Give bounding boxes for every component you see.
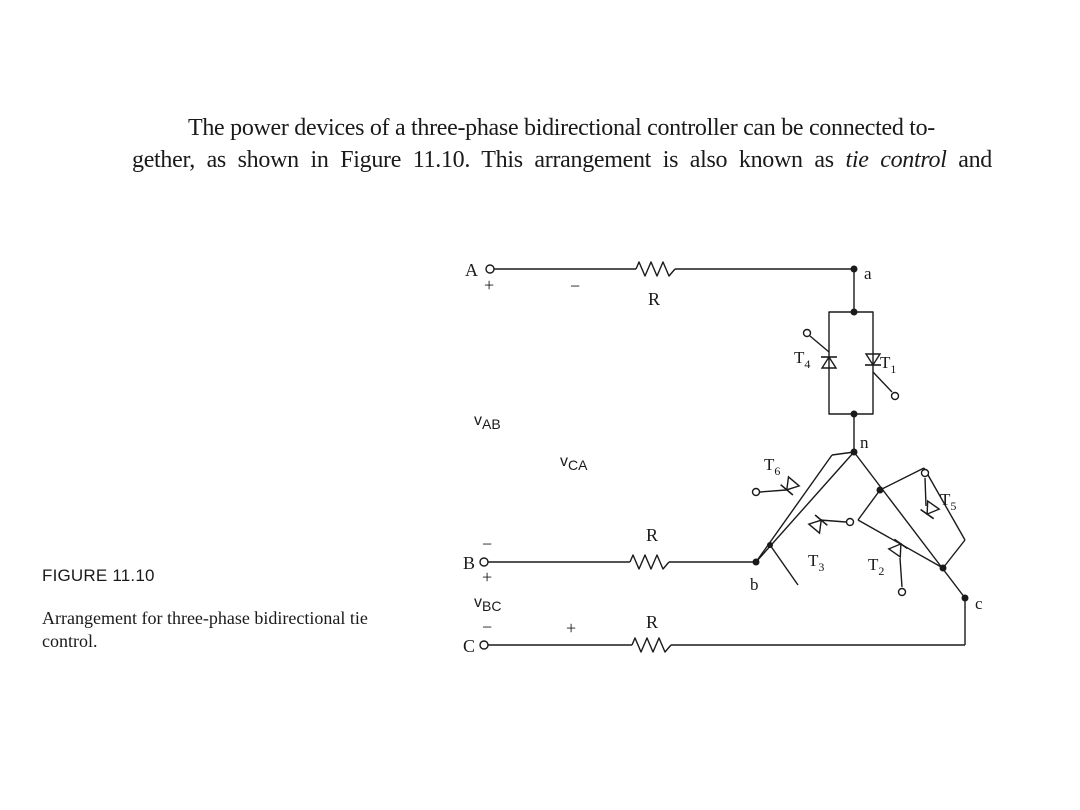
sign-b-minus: − <box>482 534 493 554</box>
voltage-vab-label: vAB <box>474 412 501 432</box>
node-n-dot <box>851 449 858 456</box>
paragraph-line-1: The power devices of a three-phase bidirectional controller can be connected to- <box>188 115 935 141</box>
paragraph-line-2-text: gether, as shown in Figure 11.10. This arrangement is also known as <box>132 147 846 173</box>
thyristor-t1-label: $T_1$ <box>880 353 897 376</box>
terminal-b-circle <box>480 558 488 566</box>
sign-c-plus: + <box>566 618 577 638</box>
node-c-dot <box>962 595 969 602</box>
node-n-label: n <box>860 433 869 452</box>
resistor-r1-label: R <box>648 289 661 309</box>
tie-control-term: tie control <box>845 147 947 173</box>
resistor-r3 <box>632 638 671 652</box>
figure-caption: Arrangement for three-phase bidirectional tie control. <box>42 608 368 651</box>
node-a-dot <box>851 266 858 273</box>
figure-label: FIGURE 11.10 <box>42 566 155 585</box>
sign-b-plus: + <box>482 567 493 587</box>
sign-a-plus: + <box>484 275 495 295</box>
sign-c-minus: − <box>482 617 493 637</box>
thyristor-t2-label: $T_2$ <box>868 555 885 578</box>
node-b-dot <box>753 559 760 566</box>
resistor-r3-label: R <box>646 612 659 632</box>
thyristor-t5-label: $T_5$ <box>940 490 957 513</box>
terminal-b-label: B <box>463 553 476 573</box>
thyristor-t5 <box>921 500 940 518</box>
thyristor-t3 <box>808 515 827 534</box>
node-b-label: b <box>750 575 759 594</box>
thyristor-t3-label: $T_3$ <box>808 551 825 574</box>
paragraph-line-2-end: and <box>946 147 992 173</box>
resistor-r1 <box>636 262 675 276</box>
voltage-vca-label: vCA <box>560 453 588 473</box>
terminal-a-label: A <box>465 260 478 280</box>
resistor-r2-label: R <box>646 525 659 545</box>
thyristor-t2 <box>888 539 907 557</box>
node-a-label: a <box>864 264 872 283</box>
terminal-c-circle <box>480 641 488 649</box>
resistor-r2 <box>630 555 669 569</box>
sign-a-minus: − <box>570 276 581 296</box>
node-c-label: c <box>975 594 983 613</box>
terminal-c-label: C <box>463 636 476 656</box>
thyristor-t6 <box>781 476 800 495</box>
terminal-a-circle <box>486 265 494 273</box>
thyristor-t6-label: $T_6$ <box>764 455 781 478</box>
thyristor-t4-label: $T_4$ <box>794 348 811 371</box>
voltage-vbc-label: vBC <box>474 594 502 614</box>
